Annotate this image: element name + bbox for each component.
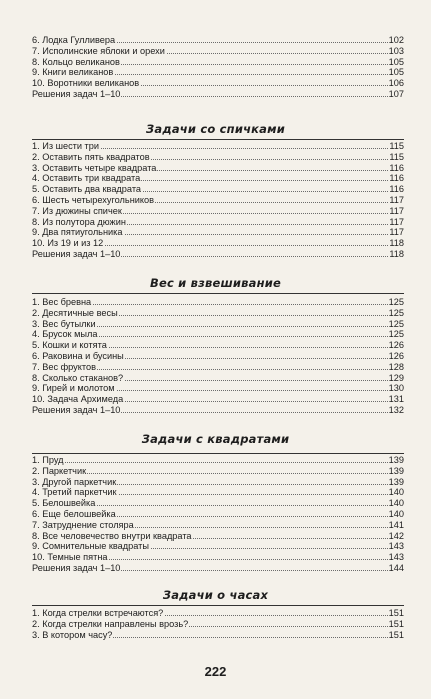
toc-entry-title: 3. Оставить четыре квадрата (32, 162, 157, 173)
section-entry-list (32, 608, 404, 640)
section-heading: Задачи с квадратами (141, 432, 290, 446)
toc-entry-page: 125 (388, 329, 404, 340)
toc-entry (32, 373, 404, 384)
toc-entry-page: 106 (388, 78, 404, 89)
toc-entry (32, 509, 404, 520)
toc-entry (32, 217, 404, 228)
toc-entry (32, 173, 404, 184)
toc-entry (32, 227, 404, 238)
section-divider (32, 453, 404, 454)
toc-entry-title: 9. Сомнительные квадраты (32, 541, 149, 552)
toc-entry (32, 552, 404, 563)
toc-entry (32, 46, 404, 57)
toc-entry-title: 2. Десятичные весы (32, 307, 118, 318)
toc-entry (32, 297, 404, 308)
toc-entry-title: 2. Оставить пять квадратов (32, 151, 150, 162)
toc-entry-title: 5. Кошки и котята (32, 340, 107, 351)
leader-dots (32, 473, 404, 474)
toc-entry-title: 5. Белошвейка (32, 498, 96, 509)
toc-entry-page: 116 (389, 162, 404, 173)
toc-entry-page: 139 (388, 455, 404, 465)
toc-entry (32, 184, 404, 195)
section-heading: Вес и взвешивание (150, 276, 281, 290)
toc-entry-title: 7. Из дюжины спичек (32, 205, 122, 216)
toc-entry-page: 126 (388, 340, 404, 351)
toc-entry-title: 4. Оставить три квадрата (32, 173, 141, 184)
toc-entry-title: 8. Из полутора дюжин (32, 216, 126, 227)
toc-entry (32, 308, 404, 319)
toc-entry-title: 1. Вес бревна (32, 297, 92, 307)
toc-entry (32, 163, 404, 174)
toc-entry-title: 7. Затруднение столяра (32, 519, 134, 530)
toc-entry-title: 3. Другой паркетчик (32, 476, 117, 487)
toc-entry-title: 9. Два пятиугольника (32, 227, 123, 238)
toc-entry-page: 117 (389, 194, 404, 205)
toc-entry-page: 131 (388, 394, 404, 405)
toc-entry-page: 117 (389, 227, 404, 238)
toc-entry (32, 152, 404, 163)
toc-entry-page: 102 (388, 35, 404, 45)
toc-entry-page: 107 (388, 88, 404, 99)
toc-entry (32, 238, 404, 249)
toc-entry-title: 8. Все человечество внутри квадрата (32, 530, 192, 541)
toc-entry (32, 67, 404, 78)
toc-entry (32, 466, 404, 477)
leader-dots (32, 462, 404, 463)
toc-entry-title: 10. Задача Архимеда (32, 394, 124, 405)
toc-entry-page: 140 (388, 508, 404, 519)
toc-entry-page: 116 (389, 173, 404, 184)
toc-entry-title: 6. Шесть четырехугольников (32, 194, 155, 205)
toc-entry (32, 498, 404, 509)
toc-entry-page: 139 (388, 465, 404, 476)
toc-entry (32, 563, 404, 574)
toc-entry-title: 5. Оставить два квадрата (32, 184, 142, 195)
toc-entry-title: Решения задач 1–10 (32, 562, 121, 573)
toc-entry-title: 10. Темные пятна (32, 552, 108, 563)
toc-entry-title: 1. Из шести три (32, 141, 99, 151)
toc-entry (32, 206, 404, 217)
section-entry-list (32, 297, 404, 416)
toc-entry-page: 125 (388, 307, 404, 318)
toc-entry (32, 195, 404, 206)
toc-entry-page: 151 (388, 618, 404, 629)
toc-entry-page: 141 (388, 519, 404, 530)
toc-entry-page: 130 (388, 383, 404, 394)
section-heading: Задачи о часах (162, 588, 269, 602)
toc-entry-page: 139 (388, 476, 404, 487)
toc-entry-title: 9. Книги великанов (32, 67, 114, 78)
page-number: 222 (204, 664, 227, 679)
toc-entry (32, 35, 404, 46)
toc-entry-page: 140 (388, 487, 404, 498)
toc-entry-page: 103 (388, 45, 404, 56)
toc-entry-title: 9. Гирей и молотом (32, 383, 115, 394)
toc-entry-title: 3. Вес бутылки (32, 318, 96, 329)
toc-entry-title: 2. Паркетчик (32, 465, 87, 476)
section-entry-list (32, 35, 404, 100)
toc-entry (32, 362, 404, 373)
toc-entry-page: 151 (388, 608, 404, 618)
section-divider (32, 605, 404, 606)
toc-entry-title: 1. Пруд (32, 455, 64, 465)
toc-entry-title: 8. Сколько стаканов? (32, 372, 124, 383)
toc-entry-title: 6. Еще белошвейка (32, 508, 116, 519)
toc-entry-page: 118 (389, 248, 404, 259)
toc-entry-page: 105 (388, 67, 404, 78)
toc-entry-page: 115 (389, 141, 404, 151)
section-entry-list (32, 141, 404, 260)
toc-entry-title: 3. В котором часу? (32, 629, 113, 640)
toc-entry-page: 117 (389, 216, 404, 227)
toc-entry-title: 4. Третий паркетчик (32, 487, 117, 498)
toc-entry (32, 541, 404, 552)
toc-entry-title: Решения задач 1–10 (32, 88, 121, 99)
toc-entry-page: 117 (389, 205, 404, 216)
toc-entry-title: 7. Вес фруктов (32, 361, 96, 372)
toc-entry-page: 140 (388, 498, 404, 509)
toc-entry-page: 142 (388, 530, 404, 541)
toc-entry-title: 7. Исполинские яблоки и орехи (32, 45, 165, 56)
toc-entry-page: 143 (388, 552, 404, 563)
toc-entry-page: 151 (388, 629, 404, 640)
toc-entry-page: 143 (388, 541, 404, 552)
toc-entry (32, 319, 404, 330)
toc-entry-title: 10. Воротники великанов (32, 78, 140, 89)
toc-entry (32, 405, 404, 416)
toc-entry (32, 608, 404, 619)
toc-entry (32, 487, 404, 498)
toc-entry-page: 144 (388, 562, 404, 573)
toc-entry (32, 141, 404, 152)
toc-entry (32, 630, 404, 641)
toc-entry (32, 89, 404, 100)
toc-entry (32, 619, 404, 630)
toc-entry-title: Решения задач 1–10 (32, 404, 121, 415)
toc-entry-page: 128 (388, 361, 404, 372)
toc-entry-page: 126 (388, 350, 404, 361)
toc-entry (32, 477, 404, 488)
toc-entry-page: 115 (389, 151, 404, 162)
toc-entry-title: 6. Раковина и бусины (32, 350, 124, 361)
toc-entry (32, 394, 404, 405)
toc-entry (32, 383, 404, 394)
toc-entry-page: 125 (388, 318, 404, 329)
toc-entry-title: Решения задач 1–10 (32, 248, 121, 259)
toc-entry-title: 2. Когда стрелки направлены врозь? (32, 618, 189, 629)
toc-entry-title: 10. Из 19 и из 12 (32, 238, 104, 249)
section-divider (32, 293, 404, 294)
section-entry-list (32, 455, 404, 574)
toc-entry-title: 6. Лодка Гулливера (32, 35, 116, 45)
toc-entry (32, 455, 404, 466)
toc-entry-title: 8. Кольцо великанов (32, 56, 120, 67)
toc-entry-page: 129 (388, 372, 404, 383)
toc-entry (32, 340, 404, 351)
toc-entry-title: 1. Когда стрелки встречаются? (32, 608, 164, 618)
toc-entry-page: 118 (389, 238, 404, 249)
toc-entry (32, 249, 404, 260)
toc-entry (32, 57, 404, 68)
toc-entry-page: 125 (388, 297, 404, 307)
toc-entry (32, 351, 404, 362)
section-divider (32, 139, 404, 140)
toc-entry (32, 329, 404, 340)
toc-entry (32, 520, 404, 531)
toc-entry-page: 116 (389, 184, 404, 195)
toc-entry-title: 4. Брусок мыла (32, 329, 98, 340)
toc-entry-page: 105 (388, 56, 404, 67)
toc-entry-page: 132 (388, 404, 404, 415)
toc-entry (32, 531, 404, 542)
toc-entry (32, 78, 404, 89)
section-heading: Задачи со спичками (146, 122, 285, 136)
